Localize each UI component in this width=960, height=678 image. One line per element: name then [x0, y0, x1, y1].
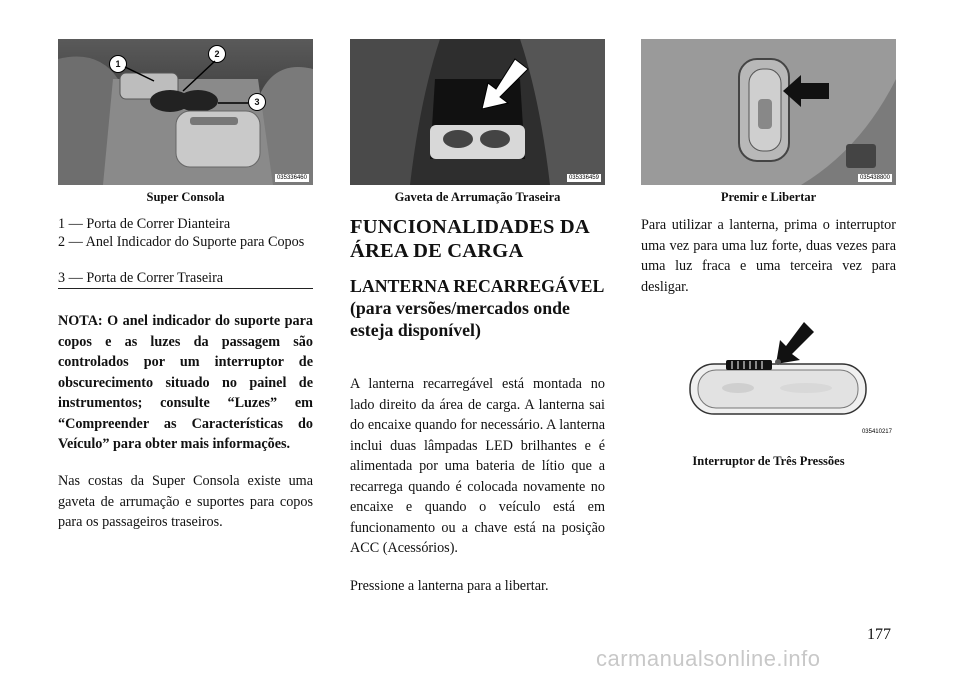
caption-switch: Interruptor de Três Pressões [692, 454, 845, 468]
watermark: carmanualsonline.info [596, 646, 821, 671]
figure-code: 035336460 [276, 175, 307, 181]
callout-3: 3 [248, 93, 266, 111]
right-body-paragraph: Para utilizar a lanterna, prima o interruptor uma vez para uma luz forte, duas vezes para uma luz fraca e uma terceira vez para desligar. [641, 217, 896, 295]
callout-leader-lines [58, 39, 313, 185]
press-release-photo [641, 39, 896, 185]
super-console-photo [58, 39, 313, 185]
legend-divider [58, 288, 313, 289]
callout-2: 2 [208, 45, 226, 63]
switch-illustration [686, 316, 896, 446]
legend-item-2: 2 — Anel Indicador do Suporte para Copos [58, 234, 305, 250]
subsection-title: LANTERNA RECARREGÁVEL (para versões/mercados onde esteja disponível) [350, 276, 604, 340]
storage-bin-photo [350, 39, 605, 185]
page-number: 177 [867, 626, 891, 643]
legend-item-3: 3 — Porta de Correr Traseira [58, 270, 224, 286]
legend-item-1: 1 — Porta de Correr Dianteira [58, 216, 231, 232]
note-paragraph: NOTA: O anel indicador do suporte para copos e as luzes da passagem são controlados por um interruptor de obscurecimento situado no painel de instrumentos; consulte “Luzes” em “Compreender as Características do Veículo” para obter mais informações. [58, 313, 313, 452]
caption-press-release: Premir e Libertar [720, 190, 817, 204]
flashlight-switch-drawing [686, 316, 896, 446]
figure-code: 035336459 [568, 175, 599, 181]
middle-body-paragraph-2: Pressione a lanterna para a libertar. [350, 578, 549, 594]
figure-code: 035438800 [859, 175, 890, 181]
figure-code: 035410217 [861, 429, 892, 435]
press-release-illustration [641, 39, 896, 185]
left-body-paragraph: Nas costas da Super Consola existe uma gaveta de arrumação e suportes para copos para os passageiros traseiros. [58, 473, 313, 530]
middle-body-paragraph-1: A lanterna recarregável está montada no lado direito da área de carga. A lanterna sai do encaixe quando for necessário. A lanterna inclui duas lâmpadas LED brilhantes e é alimentada por uma bateria de lítio que a recarrega quando é colocada novamente no encaixe e quando o veículo está em funcionamento ou a chave está na posição ACC (Acessórios). [350, 376, 605, 556]
caption-storage-bin: Gaveta de Arrumação Traseira [394, 190, 561, 204]
storage-bin-illustration [350, 39, 605, 185]
caption-super-console: Super Consola [146, 190, 225, 204]
callout-1: 1 [109, 55, 127, 73]
section-title: FUNCIONALIDADES DA ÁREA DE CARGA [350, 216, 589, 262]
